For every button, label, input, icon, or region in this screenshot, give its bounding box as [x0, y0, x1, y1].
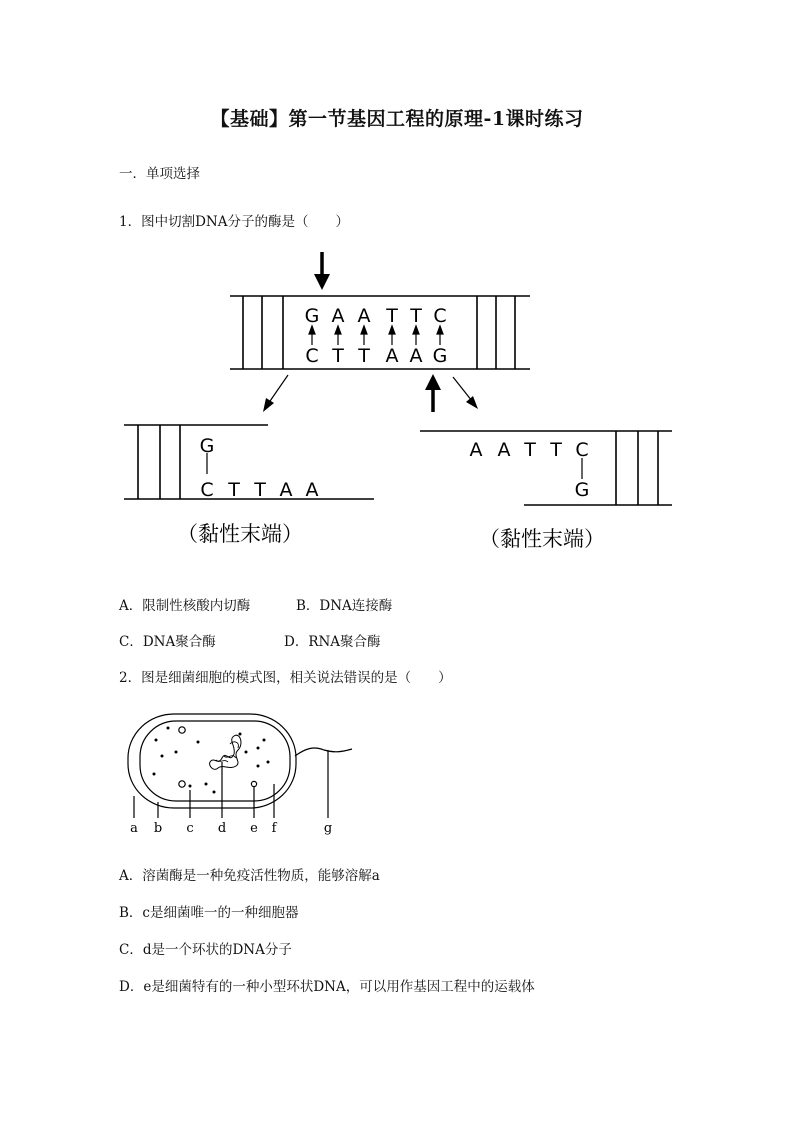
- cut-arrow-top: [314, 252, 330, 290]
- cell-label-g: g: [323, 821, 333, 836]
- base-letter: T: [410, 305, 422, 327]
- base-letter: A: [331, 305, 345, 327]
- right-fragment-bottom-base: G: [574, 479, 590, 501]
- base-letter: T: [550, 439, 562, 461]
- ribosome-ring: [179, 727, 185, 733]
- cell-label-b: b: [153, 821, 163, 836]
- base-letter: T: [358, 345, 370, 367]
- cell-part-labels: [130, 821, 332, 836]
- base-letter: T: [332, 345, 344, 367]
- base-letter: A: [469, 439, 483, 461]
- cell-label-c: c: [186, 821, 194, 836]
- base-letter: C: [200, 479, 214, 501]
- left-fragment: [124, 425, 374, 499]
- base-letter: A: [409, 345, 423, 367]
- flagellum: [295, 748, 352, 756]
- base-letter: C: [575, 439, 589, 461]
- base-letter: A: [305, 479, 319, 501]
- q2-option-c[interactable]: C．d是一个环状的DNA分子: [119, 942, 292, 958]
- base-letter: A: [497, 439, 511, 461]
- base-letter: T: [228, 479, 240, 501]
- section-heading: 一．单项选择: [119, 166, 200, 182]
- caption-right: （黏性末端）: [479, 527, 605, 551]
- cut-arrow-bottom: [425, 374, 441, 412]
- left-fragment-top-base: G: [199, 435, 215, 457]
- base-letter: T: [524, 439, 536, 461]
- top-strand-sequence: [305, 305, 447, 327]
- base-letter: A: [357, 305, 371, 327]
- dna-double-strand: [230, 296, 530, 369]
- q2-option-d[interactable]: D．e是细菌特有的一种小型环状DNA，可以用作基因工程中的运载体: [119, 979, 535, 995]
- q1-option-d[interactable]: D．RNA聚合酶: [284, 634, 381, 650]
- cell-label-a: a: [130, 821, 138, 836]
- q2-option-a[interactable]: A．溶菌酶是一种免疫活性物质，能够溶解a: [119, 868, 380, 884]
- q2-option-b[interactable]: B．c是细菌唯一的一种细胞器: [119, 905, 299, 921]
- base-letter: G: [304, 305, 320, 327]
- right-fragment-top-sequence: [470, 439, 589, 461]
- left-fragment-bottom-sequence: [200, 479, 318, 501]
- base-letter: T: [386, 305, 398, 327]
- q1-option-b[interactable]: B．DNA连接酶: [296, 598, 393, 614]
- cell-wall: [128, 714, 296, 808]
- bacterial-cell-diagram: [118, 700, 368, 840]
- base-letter: A: [385, 345, 399, 367]
- page-title: 【基础】第一节基因工程的原理-1课时练习: [210, 108, 584, 130]
- base-letter: C: [433, 305, 447, 327]
- base-letter: A: [279, 479, 293, 501]
- q1-option-c[interactable]: C．DNA聚合酶: [119, 634, 216, 650]
- caption-left: （黏性末端）: [177, 522, 303, 546]
- base-letter: G: [432, 345, 448, 367]
- ribosome-ring: [179, 781, 185, 787]
- dna-cut-diagram: [110, 240, 690, 560]
- split-arrow-right: [453, 377, 478, 409]
- cell-label-d: d: [217, 821, 227, 836]
- base-letter: C: [305, 345, 319, 367]
- bottom-strand-sequence: [305, 345, 447, 367]
- base-letter: T: [254, 479, 266, 501]
- q1-option-a[interactable]: A．限制性核酸内切酶: [119, 598, 251, 614]
- cell-label-f: f: [271, 821, 277, 836]
- cell-label-e: e: [250, 821, 258, 836]
- plasmid: [251, 781, 256, 786]
- question-1-stem: 1．图中切割DNA分子的酶是（ ）: [119, 214, 349, 230]
- right-fragment: [420, 431, 672, 505]
- nucleoid-dna: [210, 735, 241, 769]
- split-arrow-left: [263, 375, 288, 412]
- base-pair-bonds: [309, 326, 443, 345]
- question-2-stem: 2．图是细菌细胞的模式图，相关说法错误的是（ ）: [119, 670, 452, 686]
